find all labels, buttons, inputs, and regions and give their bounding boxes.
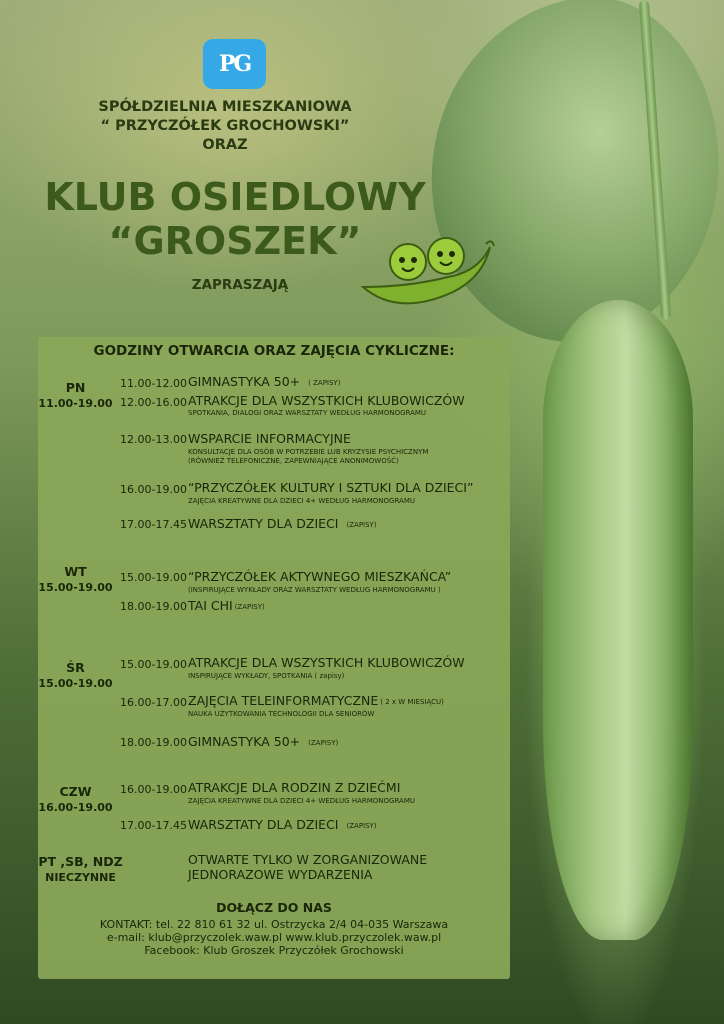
pea-pod-mascot-icon [358, 232, 498, 312]
day-hours: 11.00-19.00 [38, 397, 113, 410]
day-name: CZW [59, 784, 92, 799]
entry-time: 12.00-13.00 [120, 433, 187, 446]
pg-logo: PG [203, 39, 266, 89]
entry-title: GIMNASTYKA 50+ ( ZAPISY) [188, 374, 341, 389]
entry-time: 12.00-16.00 [120, 396, 187, 409]
entry-time: 11.00-12.00 [120, 377, 187, 390]
entry-subtitle: KONSULTACJE DLA OSÓB W POTRZEBIE LUB KRYZYSIE PSYCHICZNYM [188, 448, 429, 456]
invite-text: ZAPRASZAJĄ [191, 277, 289, 293]
entry-time: 17.00-17.45 [120, 819, 187, 832]
contact-email-website: e-mail: klub@przyczolek.waw.pl www.klub.przyczolek.waw.pl [106, 931, 442, 944]
club-title-line-1: KLUB OSIEDLOWY [44, 175, 426, 219]
cooperative-name [60, 98, 390, 155]
schedule-title: GODZINY OTWARCIA ORAZ ZAJĘCIA CYKLICZNE: [93, 343, 455, 359]
entry-note: (ZAPISY) [346, 821, 377, 830]
entry-title: WSPARCIE INFORMACYJNE [188, 431, 351, 446]
coop-line-2: “ PRZYCZÓŁEK GROCHOWSKI” [100, 118, 350, 134]
entry-time: 15.00-19.00 [120, 658, 187, 671]
day-hours: 15.00-19.00 [38, 677, 113, 690]
entry-subtitle: (INSPIRUJĄCE WYKŁADY ORAZ WARSZTATY WEDŁUG HARMONOGRAMU ) [188, 586, 441, 594]
day-hours: NIECZYNNE [45, 871, 116, 884]
day-weekend [38, 854, 123, 886]
entry-time: 18.00-19.00 [120, 736, 187, 749]
contact-facebook: Facebook: Klub Groszek Przyczółek Grochowski [144, 944, 404, 957]
entry-note: ( ZAPISY) [308, 378, 341, 387]
entry-note: ( 2 x W MIESIĄCU) [380, 697, 444, 706]
day-monday [38, 380, 113, 412]
entry-subtitle: ZAJĘCIA KREATYWNE DLA DZIECI 4+ WEDŁUG HARMONOGRAMU [188, 797, 415, 805]
entry-time: 16.00-17.00 [120, 696, 187, 709]
contact-phone-address: KONTAKT: tel. 22 810 61 32 ul. Ostrzycka 2/4 04-035 Warszawa [99, 918, 449, 931]
entry-title: WARSZTATY DLA DZIECI (ZAPISY) [188, 817, 377, 832]
day-wednesday [38, 660, 113, 692]
entry-time: 16.00-19.00 [120, 783, 187, 796]
entry-time: 18.00-19.00 [120, 600, 187, 613]
entry-subtitle: (RÓWNIEŻ TELEFONICZNE, ZAPEWNIAJĄCE ANONIMOWOŚĆ) [188, 457, 399, 465]
entry-time: 15.00-19.00 [120, 571, 187, 584]
entry-title: ATRAKCJE DLA WSZYSTKICH KLUBOWICZÓW [188, 655, 465, 670]
day-name: ŚR [66, 660, 85, 675]
entry-note: (ZAPISY) [234, 602, 265, 611]
entry-time: 16.00-19.00 [120, 483, 187, 496]
coop-line-3: ORAZ [202, 137, 248, 153]
day-name: WT [64, 564, 87, 579]
day-name: PT ,SB, NDZ [38, 854, 123, 869]
weekend-info-line-1: OTWARTE TYLKO W ZORGANIZOWANE [188, 852, 428, 867]
coop-line-1: SPÓŁDZIELNIA MIESZKANIOWA [98, 99, 352, 115]
entry-subtitle: ZAJĘCIA KREATYWNE DLA DZIECI 4+ WEDŁUG HARMONOGRAMU [188, 497, 415, 505]
entry-note: (ZAPISY) [346, 520, 377, 529]
weekend-info-line-2: JEDNORAZOWE WYDARZENIA [188, 867, 373, 882]
day-tuesday [38, 564, 113, 596]
day-name: PN [65, 380, 86, 395]
entry-title: “PRZYCZÓŁEK KULTURY I SZTUKI DLA DZIECI” [188, 480, 474, 495]
entry-time: 17.00-17.45 [120, 518, 187, 531]
pea-pod-image [543, 300, 693, 940]
schedule-panel [38, 337, 510, 979]
entry-title: TAI CHI (ZAPISY) [188, 598, 265, 613]
day-thursday [38, 784, 113, 816]
entry-subtitle: SPOTKANIA, DIALOGI ORAZ WARSZTATY WEDŁUG HARMONOGRAMU [188, 409, 427, 417]
entry-title: WARSZTATY DLA DZIECI (ZAPISY) [188, 516, 377, 531]
day-hours: 16.00-19.00 [38, 801, 113, 814]
club-title-line-2: “GROSZEK” [108, 219, 362, 263]
entry-title: ZAJĘCIA TELEINFORMATYCZNE ( 2 x W MIESIĄCU) [188, 693, 444, 708]
entry-title: “PRZYCZÓŁEK AKTYWNEGO MIESZKAŃCA” [188, 569, 452, 584]
entry-title: GIMNASTYKA 50+ (ZAPISY) [188, 734, 339, 749]
entry-note: (ZAPISY) [308, 738, 339, 747]
join-us-heading: DOŁĄCZ DO NAS [216, 900, 332, 915]
entry-title: ATRAKCJE DLA WSZYSTKICH KLUBOWICZÓW [188, 393, 465, 408]
entry-subtitle: NAUKA UŻYTKOWANIA TECHNOLOGII DLA SENIORÓW [188, 710, 375, 718]
entry-title: ATRAKCJE DLA RODZIN Z DZIEĆMI [188, 780, 401, 795]
entry-subtitle: INSPIRUJĄCE WYKŁADY, SPOTKANIA ( zapisy) [188, 672, 345, 680]
weekend-info [188, 852, 488, 882]
day-hours: 15.00-19.00 [38, 581, 113, 594]
